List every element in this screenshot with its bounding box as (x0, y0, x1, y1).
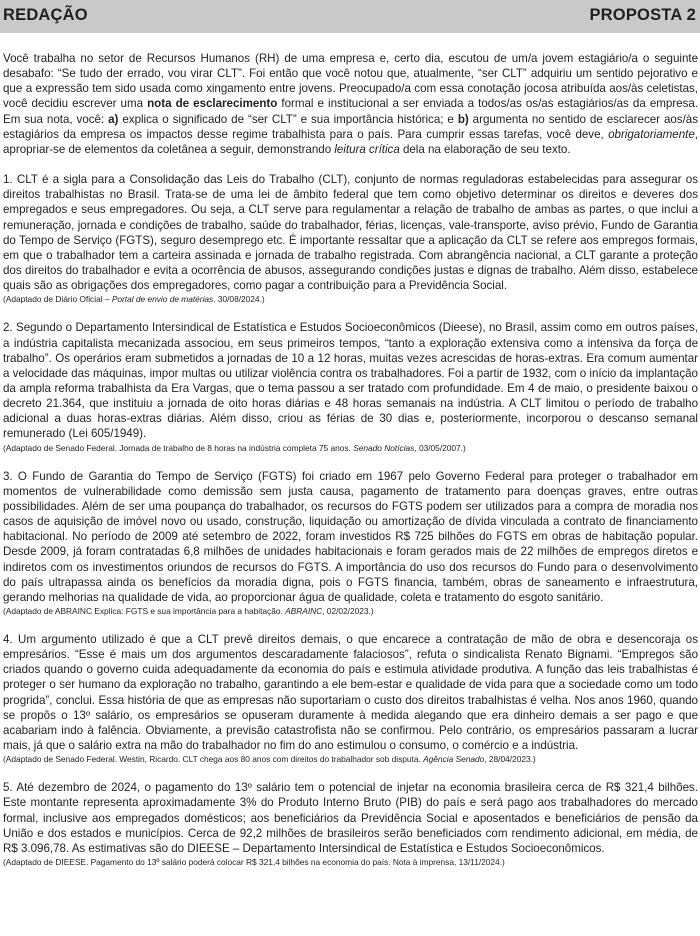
document-body (3, 51, 698, 868)
excerpt-5: 5. Até dezembro de 2024, o pagamento do 13º salário tem o potencial de injetar na economia brasileira cerca de R$ 321,4 bilhões. Este montante representa aproximadamente 3% do Produto Interno Bruto (PIB) do país e será pago aos trabalhadores do mercado formal, inclusive aos empregados domésticos; aos beneficiários da Previdência Social e aposentados e beneficiários de pensão da União e dos estados e municípios. Cerca de 92,2 milhões de brasileiros serão beneficiados com rendimento adicional, em média, de R$ 3.096,78. As estimativas são do DIEESE – Departamento Intersindical de Estatística e Estudos Socioeconômicos. (3, 781, 698, 855)
intro-bold-term: nota de esclarecimento (147, 97, 278, 111)
section-title: REDAÇÃO (3, 6, 88, 24)
proposal-number: PROPOSTA 2 (589, 6, 696, 24)
excerpt-1: 1. CLT é a sigla para a Consolidação das Leis do Trabalho (CLT), conjunto de normas reguladoras estabelecidas para assegurar os direitos trabalhistas no Brasil. Trata-se de uma lei de âmbito federal que tem como objetivo determinar os direitos e deveres dos empregados e seus empregadores. Ou seja, a CLT serve para regulamentar a relação de trabalho de ambas as partes, o que inclui a remuneração, jornada e condições de trabalho, saúde do trabalhador, férias, licenças, vale-transporte, aviso prévio, Fundo de Garantia do Tempo de Serviço (FGTS), seguro desemprego etc. É importante ressaltar que a aplicação da CLT se refere aos empregos formais, em que o trabalhador tem a carteira assinada e jornada de trabalho registrada. Com abrangência nacional, a CLT garante a proteção dos direitos do trabalhador e evita a ocorrência de abusos, assegurando condições justas e dignas de trabalho. Além disso, estabelece quais são as obrigações dos empregadores, como pagar a contribuição para a Previdência Social. (3, 173, 698, 293)
task-b-marker: b) (457, 112, 469, 126)
intro-italic-term-2: leitura crítica (334, 142, 400, 156)
intro-italic-term: obrigatoriamente (608, 127, 695, 141)
excerpt-3-source: (Adaptado de ABRAINC Explica: FGTS e sua importância para a habitação. ABRAINC, 02/02/2023.) (3, 606, 374, 616)
header-bar (0, 0, 700, 33)
excerpt-3: 3. O Fundo de Garantia do Tempo de Serviço (FGTS) foi criado em 1967 pelo Governo Federal para proteger o trabalhador em momentos de vulnerabilidade como demissão sem justa causa, pagamento de tratamento para doenças graves, entre outras possibilidades. Além de ser uma poupança do trabalhador, os recursos do FGTS podem ser utilizados para a compra de moradia nos casos de aquisição de imóvel novo ou usado, construção, liquidação ou amortização de dívida vinculada a contrato de financiamento habitacional. No período de 2009 até setembro de 2022, foram investidos R$ 725 bilhões do FGTS em obras de habitação popular. Desde 2009, já foram contratadas 6,8 milhões de unidades habitacionais e foram gerados mais de 22 milhões de empregos diretos e indiretos com os investimentos oriundos de recursos do FGTS. A importância do uso dos recursos do Fundo para o desenvolvimento do país ultrapassa ainda os benefícios da moradia digna, pois o FGTS financia, também, obras de saneamento e infraestrutura, gerando melhorias na qualidade de vida, ao proporcionar água de qualidade, coleta e tratamento do esgoto sanitário. (3, 469, 698, 604)
excerpt-4: 4. Um argumento utilizado é que a CLT prevê direitos demais, o que encarece a contratação de mão de obra e desencoraja os empresários. “Esse é mais um dos argumentos descaradamente falaciosos”, refuta o sindicalista Renato Bignami. “Empregos são criados quando o governo cuida adequadamente da economia do país e estimula atividade produtiva. A função das leis trabalhistas é proteger o ser humano da exploração no trabalho, garantindo a ele bem-estar e qualidade de vida para que a sociedade como um todo progrida”, conclui. Essa história de que as empresas não suportariam o custo dos direitos trabalhistas é velha. Nos anos 1960, quando se propôs o 13º salário, os empresários se opuseram duramente à medida alegando que era dinheiro demais a ser pago e que acabariam indo à falência. Obviamente, a previsão catastrofista não se confirmou. Pelo contrário, os empresários passaram a lucrar mais, já que o salário extra na mão do trabalhador no fim do ano estimulou o consumo, o comércio e a indústria. (3, 633, 698, 753)
excerpt-2: 2. Segundo o Departamento Intersindical de Estatística e Estudos Socioeconômicos (Dieese), no Brasil, assim como em outros países, a indústria capitalista mecanizada associou, em seus primeiros tempos, “tanto a exploração extensiva como a intensiva da força de trabalho”. Os operários eram submetidos a jornadas de 10 a 12 horas, muitas vezes acrescidas de horas-extras. Era comum aumentar a velocidade das máquinas, impor multas ou utilizar violência contra os trabalhadores. Foi a partir de 1932, com o início da implantação da ampla reforma trabalhista da Era Vargas, que o tema passou a ser tratado com profundidade. Em 4 de maio, o presidente baixou o decreto 21.364, que instituiu a jornada de oito horas diárias e 48 horas semanais na indústria. A CLT limitou o período de trabalho adicional a duas horas-extras diárias. Além disso, criou as férias de 30 dias e, posteriormente, incorporou o descanso semanal remunerado (Lei 605/1949). (3, 321, 698, 441)
excerpt-4-source: (Adaptado de Senado Federal. Westin, Ricardo. CLT chega aos 80 anos com direitos do trabalhador sob disputa. Agência Senado, 28/04/2023.) (3, 754, 536, 765)
excerpt-2-source: (Adaptado de Senado Federal. Jornada de trabalho de 8 horas na indústria completa 75 anos. Senado Notícias, 03/05/2007.) (3, 442, 466, 453)
task-a-marker: a) (108, 112, 119, 126)
excerpt-1-source: (Adaptado de Diário Oficial – Portal de envio de matérias. 30/08/2024.) (3, 294, 265, 305)
intro-paragraph: Você trabalha no setor de Recursos Humanos (RH) de uma empresa e, certo dia, escutou de um/a jovem estagiário/a o seguinte desabafo: “Se tudo der errado, vou virar CLT”. Foi então que você notou que, atualmente, “ser CLT” adquiriu um sentido pejorativo e que a expressão tem sido usada como xingamento entre jovens. Preocupado/a com essa conotação jocosa atribuída aos/às celetistas, você decidiu escrever uma nota de esclarecimento formal e institucional a ser enviada a todos/as os/as estagiários/as da empresa. Em sua nota, você: a) explica o significado de “ser CLT” e sua importância histórica; e b) argumenta no sentido de esclarecer aos/às estagiários da empresa os impactos desse regime trabalhista para o país. Para cumprir essas tarefas, você deve, obrigatoriamente, apropriar-se de elementos da coletânea a seguir, demonstrando leitura crítica dela na elaboração de seu texto. (3, 52, 698, 156)
excerpt-5-source: (Adaptado de DIEESE. Pagamento do 13º salário poderá colocar R$ 321,4 bilhões na economia do país. Nota à imprensa, 13/11/2024.) (3, 857, 505, 868)
